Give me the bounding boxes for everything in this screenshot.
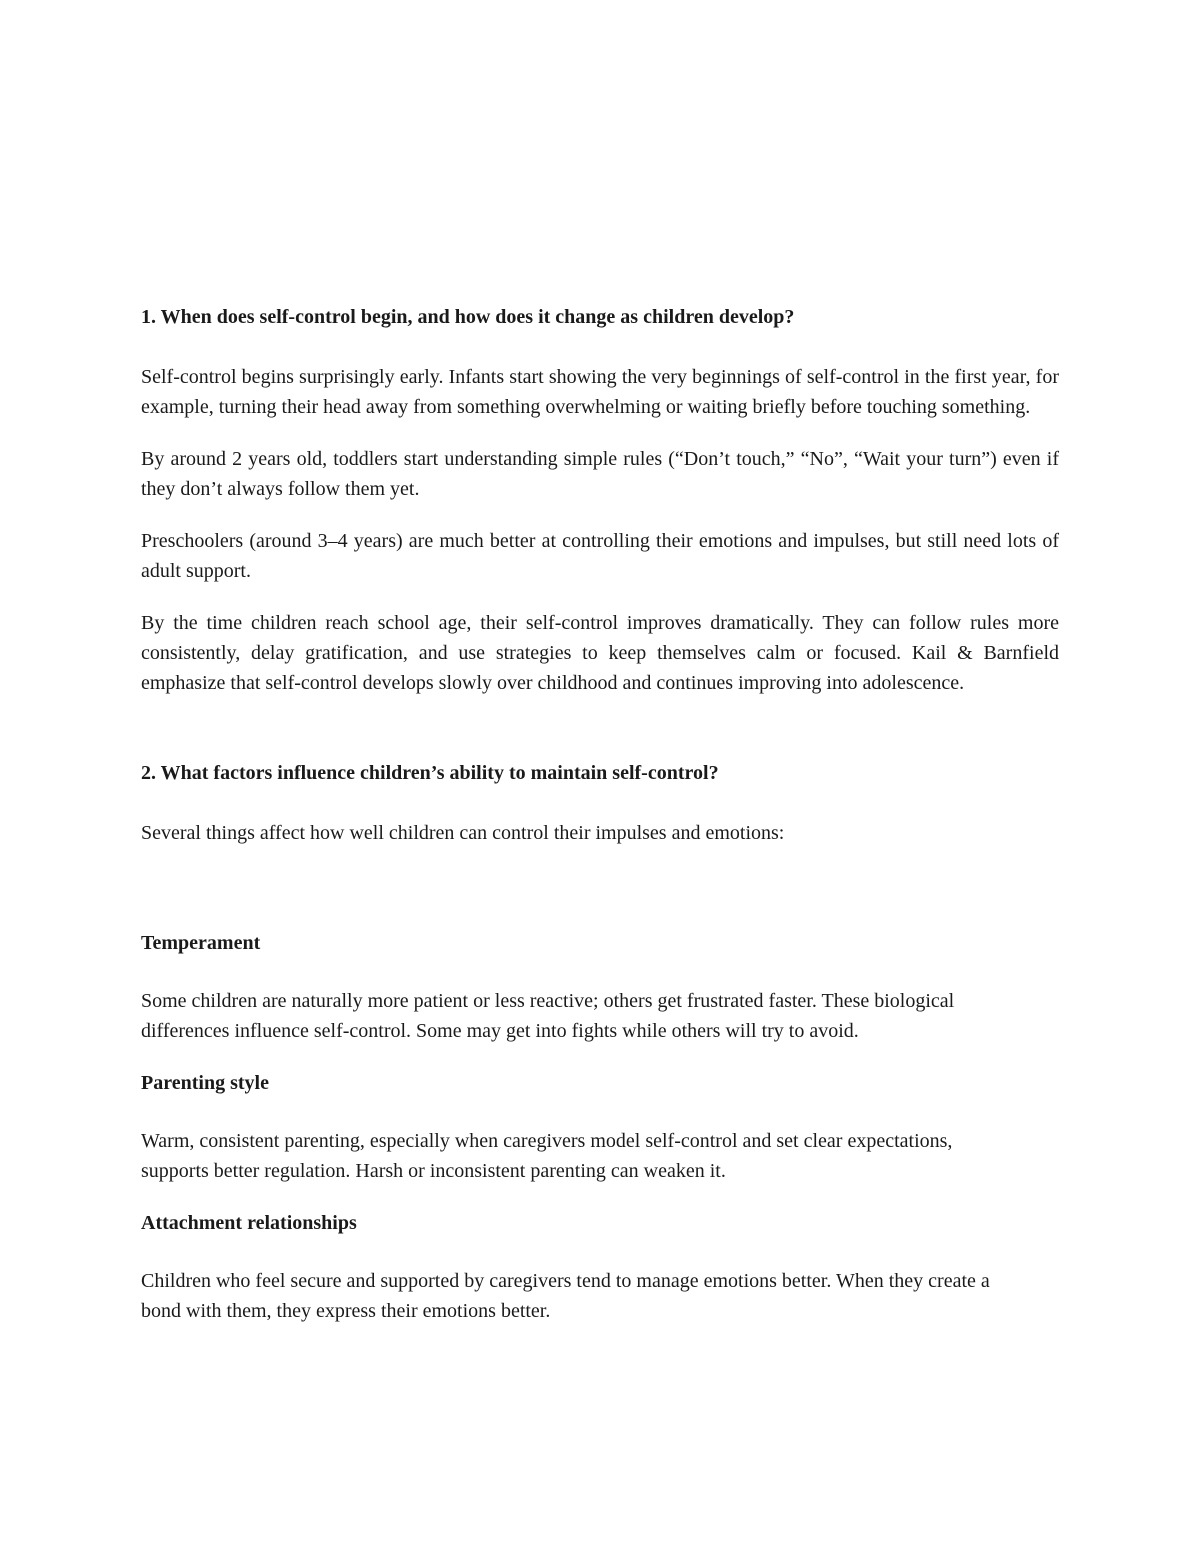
factor-temperament-text: Some children are naturally more patient or less reactive; others get frustrated faster. These biological differences influence self-control. Some may get into fights while others will try to avoid. xyxy=(141,990,955,1042)
paragraph-infants: Self-control begins surprisingly early. Infants start showing the very beginnings of self-control in the first year, for example, turning their head away from something overwhelming or waiting briefly before touching something. xyxy=(141,366,1059,418)
question-2-heading: 2. What factors influence children’s ability to maintain self-control? xyxy=(141,762,719,784)
factors-intro: Several things affect how well children can control their impulses and emotions: xyxy=(141,822,785,844)
document-page xyxy=(141,302,1059,1326)
paragraph-preschoolers: Preschoolers (around 3–4 years) are much better at controlling their emotions and impulses, but still need lots of adult support. xyxy=(141,530,1059,582)
paragraph-toddlers: By around 2 years old, toddlers start understanding simple rules (“Don’t touch,” “No”, “Wait your turn”) even if they don’t always follow them yet. xyxy=(141,448,1059,500)
factor-parenting-title: Parenting style xyxy=(141,1072,269,1094)
factor-parenting-text: Warm, consistent parenting, especially when caregivers model self-control and set clear expectations, supports better regulation. Harsh or inconsistent parenting can weaken it. xyxy=(141,1130,953,1182)
factor-attachment-text: Children who feel secure and supported by caregivers tend to manage emotions better. When they create a bond with them, they express their emotions better. xyxy=(141,1270,990,1322)
factor-attachment-title: Attachment relationships xyxy=(141,1212,357,1234)
question-1-heading: 1. When does self-control begin, and how does it change as children develop? xyxy=(141,306,795,328)
paragraph-school-age: By the time children reach school age, their self-control improves dramatically. They can follow rules more consistently, delay gratification, and use strategies to keep themselves calm or focused. Kail & Barnfield emphasize that self-control develops slowly over childhood and continues improving into adolescence. xyxy=(141,612,1059,694)
factor-temperament-title: Temperament xyxy=(141,932,261,954)
